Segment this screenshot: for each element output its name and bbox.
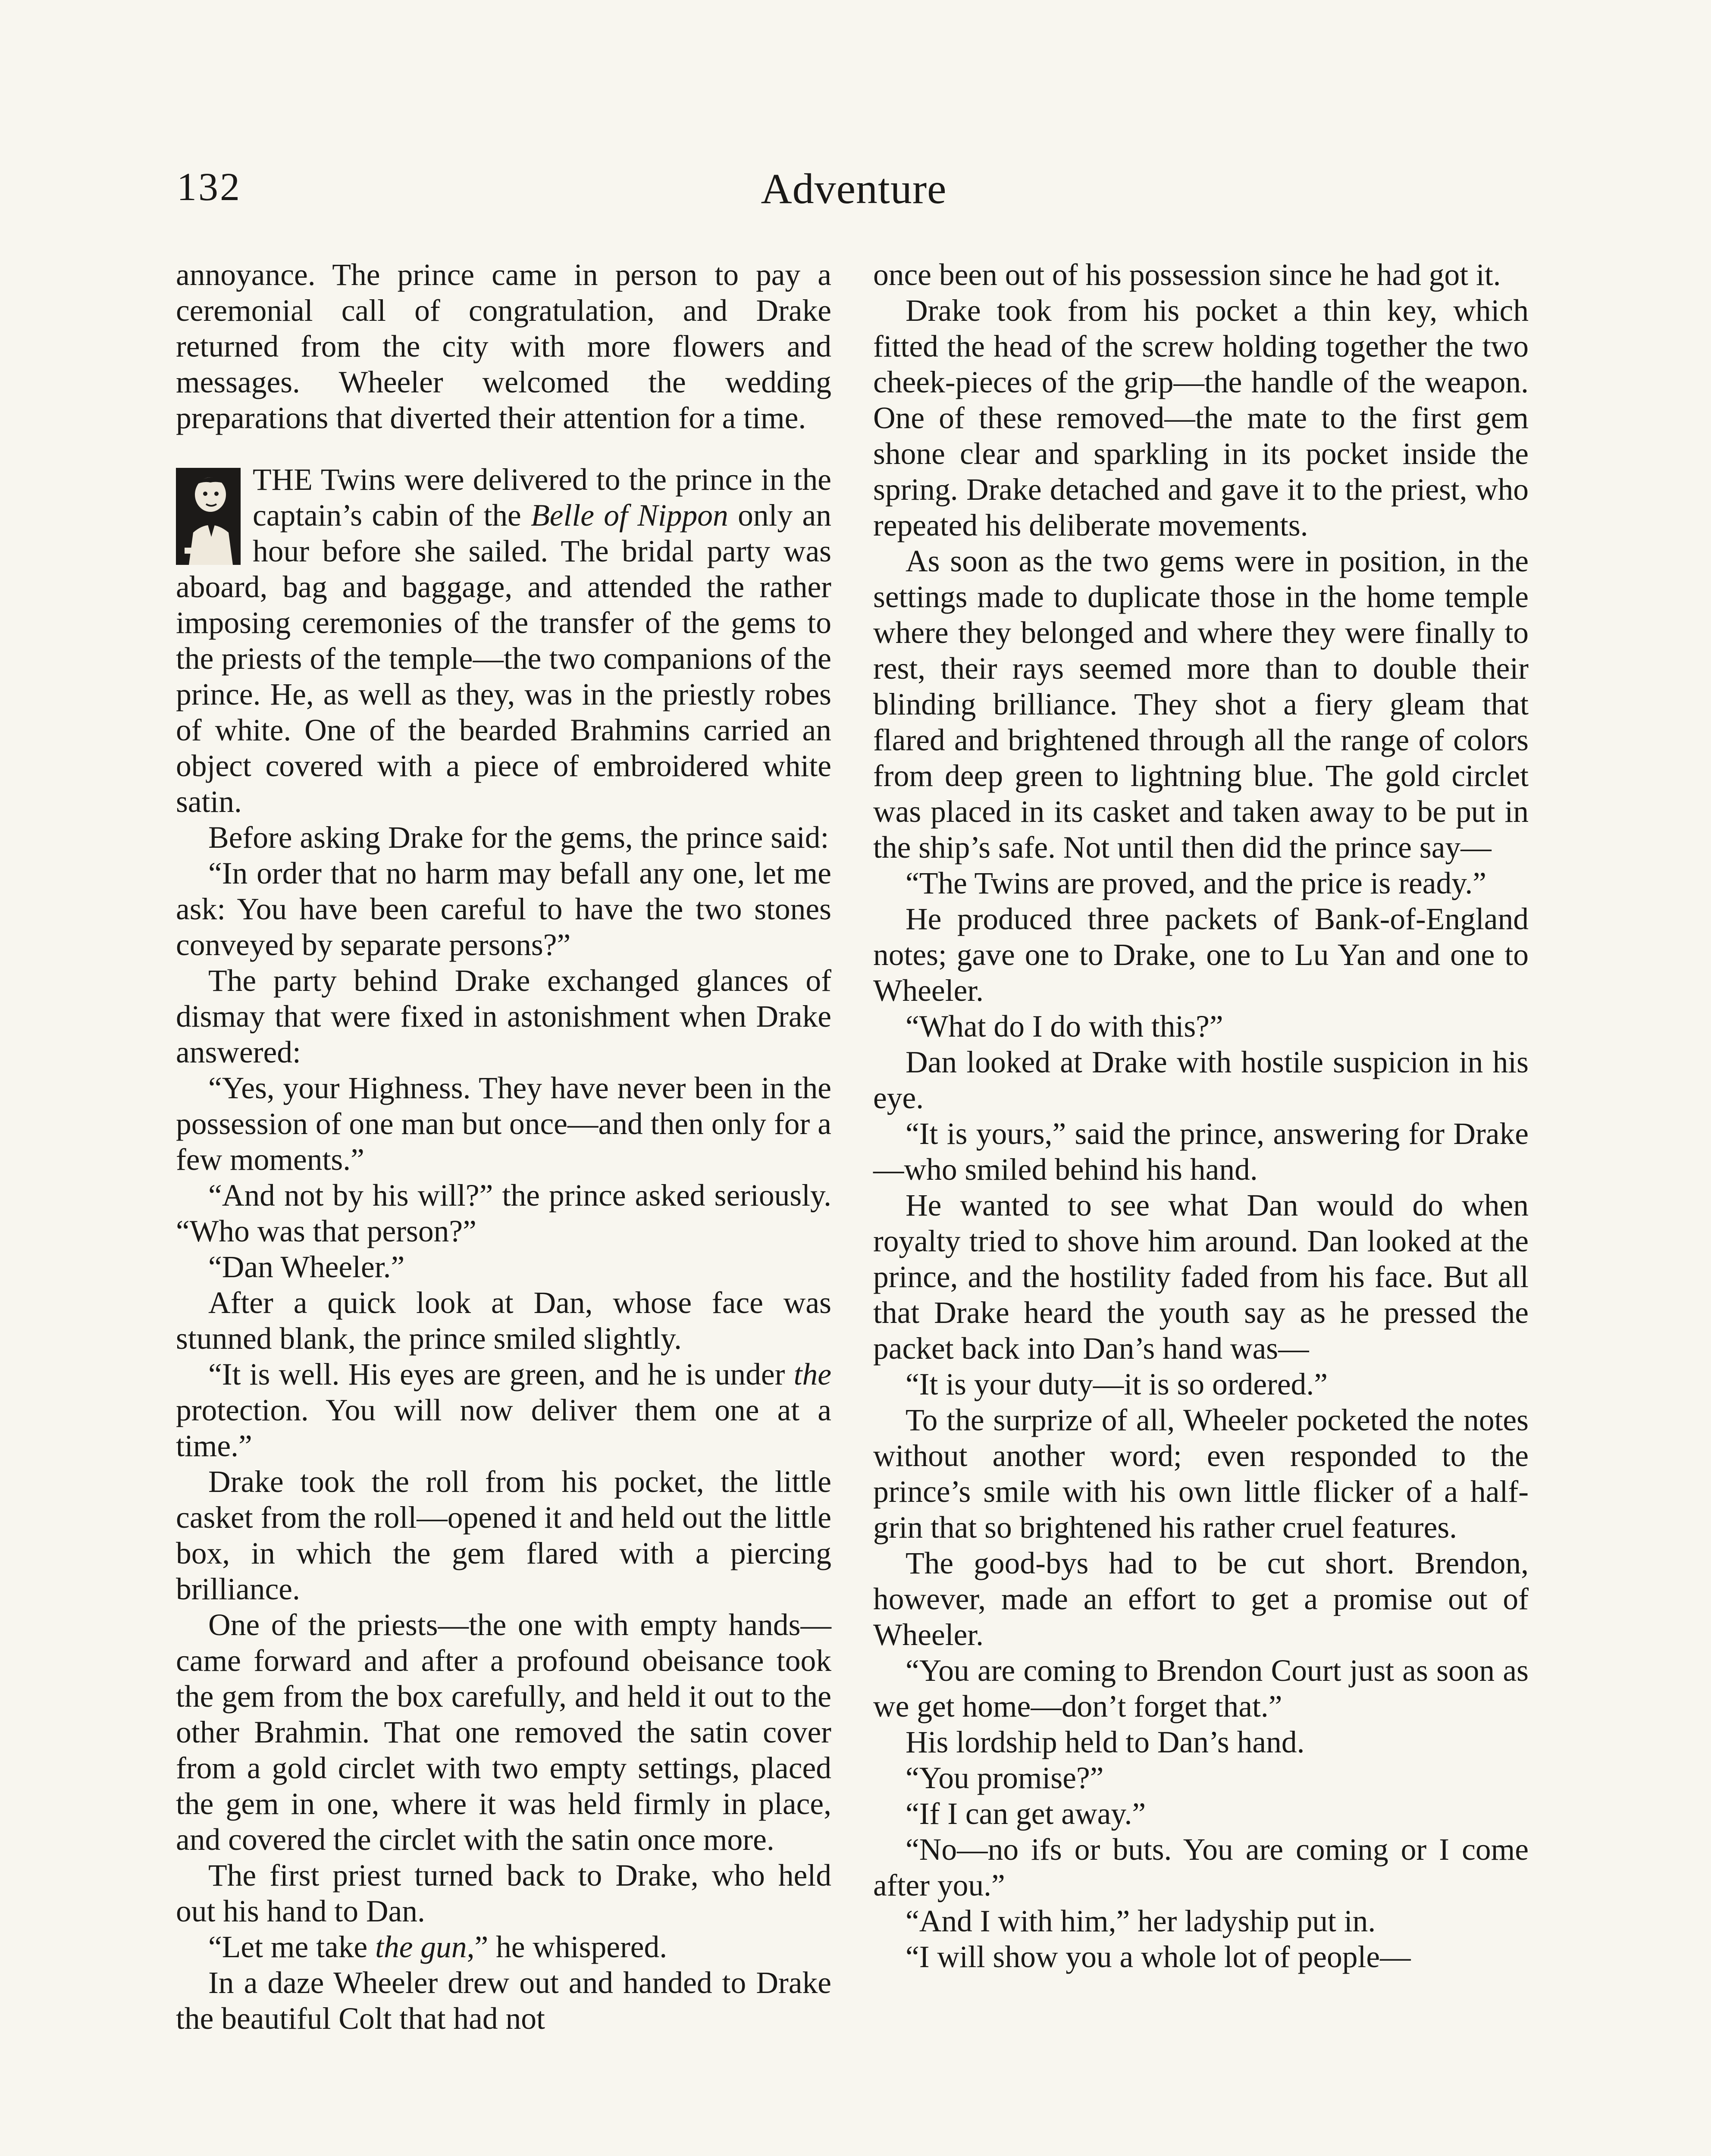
paragraph: Dan looked at Drake with hostile suspicion in his eye. <box>873 1045 1529 1115</box>
running-header <box>177 164 1531 224</box>
paragraph: “It is your duty—it is so ordered.” <box>906 1367 1328 1401</box>
paragraph: “You promise?” <box>906 1761 1104 1795</box>
paragraph: “No—no ifs or buts. You are coming or I come after you.” <box>873 1833 1529 1902</box>
emphasis: the <box>793 1357 831 1391</box>
paragraph: “It is well. His eyes are green, and he is under the protection. You will now deliver them one at a time.” <box>176 1357 831 1463</box>
paragraph: In a daze Wheeler drew out and handed to Drake the beautiful Colt that had not <box>176 1966 831 2036</box>
paragraph: “You are coming to Brendon Court just as soon as we get home—don’t forget that.” <box>873 1654 1529 1724</box>
paragraph: He wanted to see what Dan would do when royalty tried to shove him around. Dan looked at the prince, and the hostility faded from his face. But all that Drake heard the youth say as he pressed the packet back into Dan’s hand was— <box>873 1188 1529 1366</box>
paragraph-dropcap: THE Twins were delivered to the prince in the captain’s cabin of the Belle of Nippon only an hour before she sailed. The bridal party was aboard, bag and baggage, and attended the rather imposing ceremonies of the transfer of the gems to the priests of the temple—the two companions of the prince. He, as well as they, was in the priestly robes of white. One of the bearded Brahmins carried an object covered with a piece of embroidered white satin. <box>176 463 831 819</box>
paragraph: “In order that no harm may befall any one, let me ask: You have been careful to have the two stones conveyed by separate persons?” <box>176 856 831 962</box>
paragraph: annoyance. The prince came in person to pay a ceremonial call of congratulation, and Drake returned from the city with more flowers and messages. Wheeler welcomed the wedding preparations that diverted their attention for a time. <box>176 258 831 435</box>
right-column <box>873 257 1529 1975</box>
paragraph: The good-bys had to be cut short. Brendon, however, made an effort to get a promise out of Wheeler. <box>873 1546 1529 1652</box>
paragraph: Drake took from his pocket a thin key, which fitted the head of the screw holding together the two cheek-pieces of the grip—the handle of the weapon. One of these removed—the mate to the first gem shone clear and sparkling in its pocket inside the spring. Drake detached and gave it to the priest, who repeated his deliberate movements. <box>873 294 1529 542</box>
paragraph: “It is yours,” said the prince, answering for Drake—who smiled behind his hand. <box>873 1117 1529 1187</box>
paragraph: The first priest turned back to Drake, who held out his hand to Dan. <box>176 1858 831 1928</box>
paragraph: “And I with him,” her ladyship put in. <box>906 1904 1376 1938</box>
page-number: 132 <box>177 165 241 209</box>
paragraph: He produced three packets of Bank-of-England notes; gave one to Drake, one to Lu Yan and one to Wheeler. <box>873 902 1529 1008</box>
decorative-initial-illustration <box>176 468 241 565</box>
paragraph: “Let me take the gun,” he whispered. <box>208 1930 667 1964</box>
paragraph: The party behind Drake exchanged glances of dismay that were fixed in astonishment when Drake answered: <box>176 964 831 1069</box>
paragraph: Drake took the roll from his pocket, the little casket from the roll—opened it and held out the little box, in which the gem flared with a piercing brilliance. <box>176 1465 831 1606</box>
paragraph: Before asking Drake for the gems, the prince said: <box>208 821 829 855</box>
paragraph: “Dan Wheeler.” <box>208 1250 405 1284</box>
section-break <box>176 436 831 462</box>
paragraph: “The Twins are proved, and the price is ready.” <box>906 866 1486 900</box>
paragraph: “Yes, your Highness. They have never been in the possession of one man but once—and then only for a few moments.” <box>176 1071 831 1177</box>
running-title: Adventure <box>761 165 947 213</box>
paragraph: once been out of his possession since he had got it. <box>873 258 1501 292</box>
paragraph: “And not by his will?” the prince asked seriously. “Who was that person?” <box>176 1178 831 1248</box>
paragraph: “If I can get away.” <box>906 1797 1146 1831</box>
paragraph: As soon as the two gems were in position, in the settings made to duplicate those in the home temple where they belonged and where they were finally to rest, their rays seemed more than to double their blinding brilliance. They shot a fiery gleam that flared and brightened through all the range of colors from deep green to lightning blue. The gold circlet was placed in its casket and taken away to be put in the ship’s safe. Not until then did the prince say— <box>873 544 1529 865</box>
ship-name: Belle of Nippon <box>531 498 728 533</box>
paragraph: To the surprize of all, Wheeler pocketed the notes without another word; even responded to the prince’s smile with his own little flicker of a half-grin that so brightened his rather cruel features. <box>873 1403 1529 1545</box>
paragraph: His lordship held to Dan’s hand. <box>906 1725 1305 1759</box>
left-column <box>176 257 831 2037</box>
paragraph: After a quick look at Dan, whose face was stunned blank, the prince smiled slightly. <box>176 1286 831 1356</box>
paragraph: One of the priests—the one with empty hands—came forward and after a profound obeisance took the gem from the box carefully, and held it out to the other Brahmin. That one removed the satin cover from a gold circlet with two empty settings, placed the gem in one, where it was held firmly in place, and covered the circlet with the satin once more. <box>176 1608 831 1857</box>
paragraph: “What do I do with this?” <box>906 1009 1223 1044</box>
emphasis: the gun <box>375 1930 467 1964</box>
paragraph: “I will show you a whole lot of people— <box>906 1940 1411 1974</box>
